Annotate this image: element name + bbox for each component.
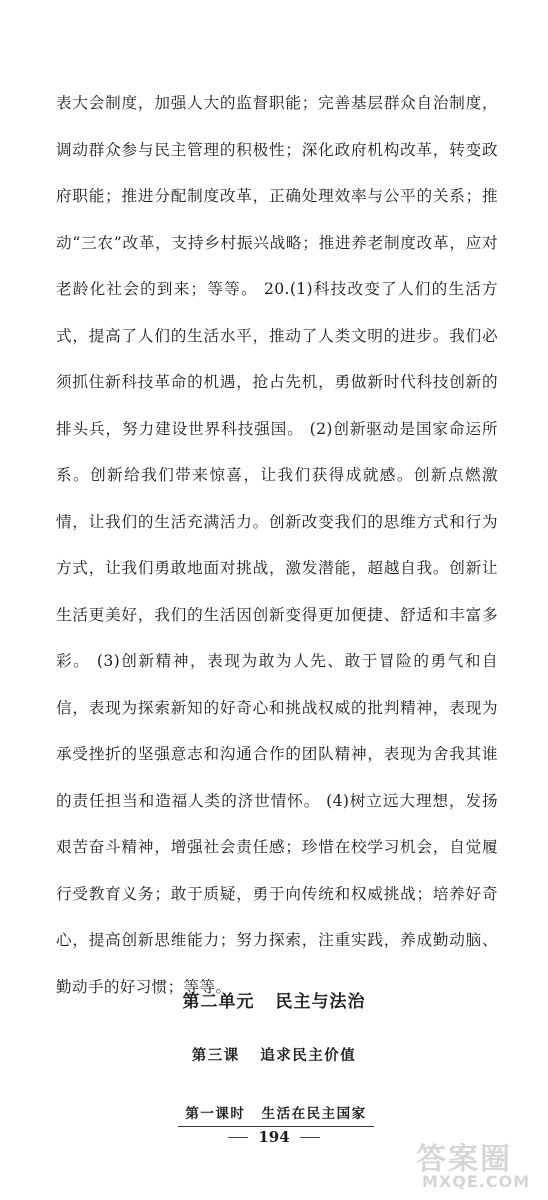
watermark-logo	[412, 1134, 540, 1196]
lesson-title: 第三课 追求民主价值	[191, 1047, 357, 1064]
watermark-sub-text: MXQE.COM	[422, 1172, 531, 1191]
watermark-main-text: 答案圈	[416, 1142, 512, 1177]
page-number: 194	[258, 1128, 290, 1146]
unit-title: 第二单元 民主与法治	[182, 992, 366, 1012]
footer-dash-left	[228, 1137, 248, 1138]
section-title: 第一课时 生活在民主国家	[178, 1102, 374, 1127]
answer-body-text: 表大会制度，加强人大的监督职能；完善基层群众自治制度，调动群众参与民主管理的积极性；深化政府机构改革，转变政府职能；推进分配制度改革，正确处理效率与公平的关系；推动“三农”改革，支持乡村振兴战略；推进养老制度改革，应对老龄化社会的到来；等等。 20.(1)科技改变了人们的生活方式，提高了人们的生活水平，推动了人类文明的进步。我们必须抓住新科技革命的机遇，抢占先机，勇做新时代科技创新的排头兵，努力建设世界科技强国。 (2)创新驱动是国家命运所系。创新给我们带来惊喜，让我们获得成就感。创新点燃激情，让我们的生活充满活力。创新改变我们的思维方式和行为方式，让我们勇敢地面对挑战，激发潜能，超越自我。创新让生活更美好，我们的生活因创新变得更加便捷、舒适和丰富多彩。 (3)创新精神，表现为敢为人先、敢于冒险的勇气和自信，表现为探索新知的好奇心和挑战权威的批判精神，表现为承受挫折的坚强意志和沟通合作的团队精神，表现为舍我其谁的责任担当和造福人类的济世情怀。 (4)树立远大理想，发扬艰苦奋斗精神，增强社会责任感；珍惜在校学习机会，自觉履行受教育义务；敢于质疑，勇于向传统和权威挑战；培养好奇心，提高创新思维能力；努力探索，注重实践，养成勤动脑、勤动手的好习惯；等等。	[56, 94, 498, 996]
footer-dash-right	[300, 1137, 320, 1138]
